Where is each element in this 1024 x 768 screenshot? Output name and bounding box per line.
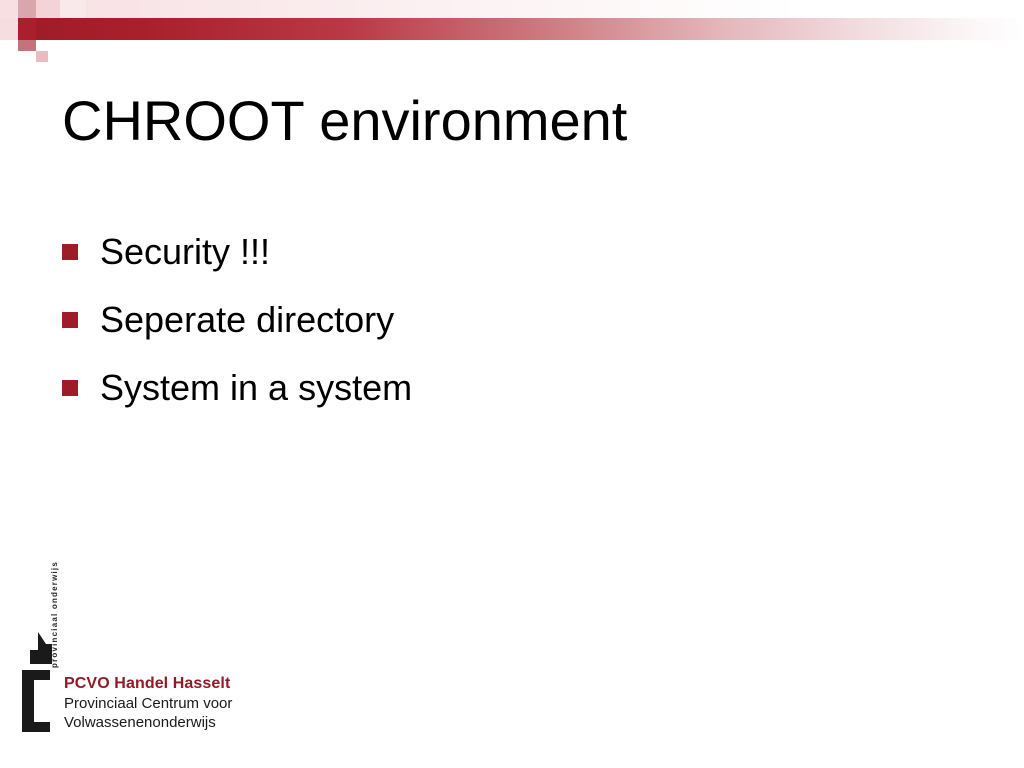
logo-subtitle-line-1: Provinciaal Centrum voor: [64, 695, 233, 712]
square-bullet-icon: [62, 380, 78, 396]
square-bullet-icon: [62, 312, 78, 328]
list-item: [62, 228, 942, 276]
header-square-white-2: [36, 40, 52, 51]
logo-text-block: [64, 674, 404, 732]
header-square-left-pale: [0, 18, 18, 40]
header-square-pale-1: [36, 0, 60, 18]
list-item-label: Seperate directory: [100, 299, 395, 340]
header-square-pale-3: [36, 51, 48, 62]
list-item-label: Security !!!: [100, 231, 271, 272]
header-square-rose: [18, 40, 36, 51]
logo-vertical-label: provinciaal onderwijs: [50, 560, 59, 668]
bullet-list: [62, 228, 942, 432]
logo-organisation-name: PCVO Handel Hasselt: [64, 675, 231, 692]
header-square-dark: [18, 18, 36, 40]
list-item: [62, 364, 942, 412]
header-square-pale-2: [60, 0, 86, 18]
header-light-band: [0, 0, 1024, 18]
header-square-white-1: [0, 40, 18, 51]
footer-logo: [16, 560, 436, 750]
list-item-label: System in a system: [100, 367, 413, 408]
header-decoration: [0, 0, 1024, 62]
header-square-mid: [18, 0, 36, 18]
list-item: [62, 296, 942, 344]
square-bullet-icon: [62, 244, 78, 260]
logo-subtitle-line-2: Volwassenenonderwijs: [64, 714, 216, 731]
page-title: CHROOT environment: [62, 89, 628, 152]
header-gradient-bar: [0, 18, 1024, 40]
